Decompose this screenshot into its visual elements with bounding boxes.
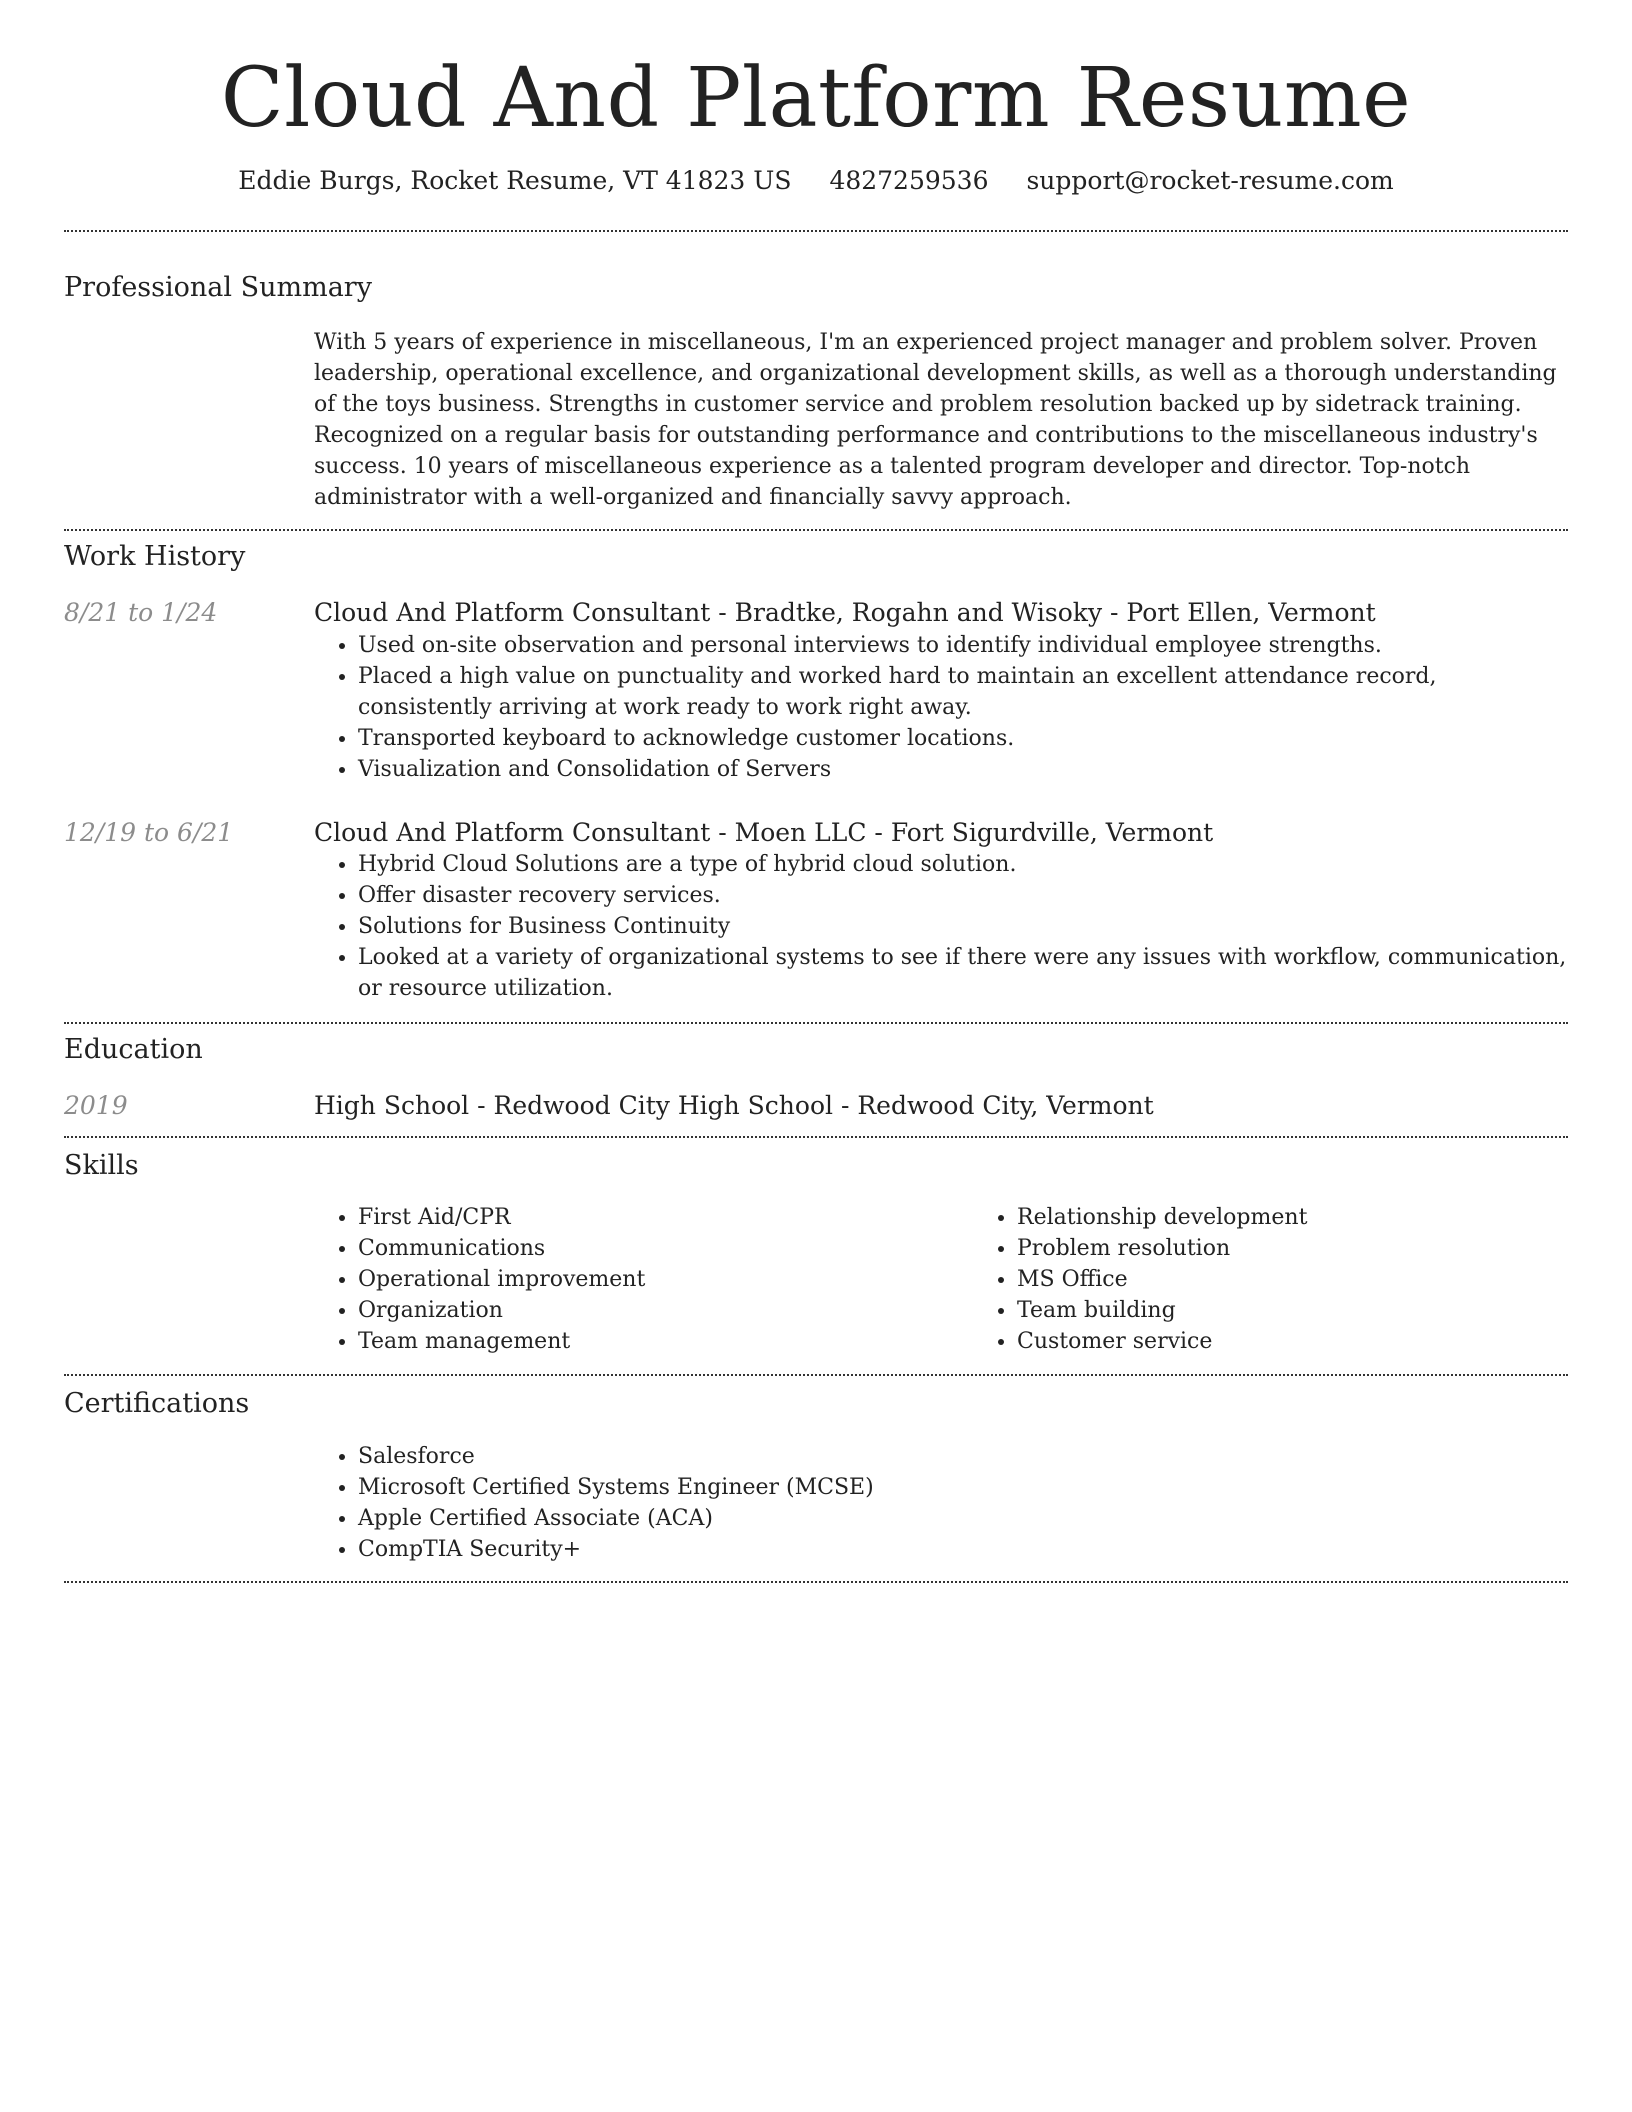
job-title: Cloud And Platform Consultant - Bradtke, Rogahn and Wisoky - Port Ellen, Vermont [314, 598, 1376, 628]
skill-item: • Operational improvement [358, 1264, 973, 1295]
job-dates: 12/19 to 6/21 [64, 817, 234, 847]
job-title: Cloud And Platform Consultant - Moen LLC - Fort Sigurdville, Vermont [314, 817, 1214, 847]
resume-title: Cloud And Platform Resume [220, 51, 1412, 146]
work-history-section [64, 531, 1568, 1004]
contact-address: Eddie Burgs, Rocket Resume, VT 41823 US [238, 166, 792, 196]
skill-item: • MS Office [1017, 1264, 1632, 1295]
certification-item: • CompTIA Security+ [358, 1534, 1568, 1565]
skills-heading: Skills [64, 1149, 139, 1181]
skill-item: • Problem resolution [1017, 1233, 1632, 1264]
skill-item: • Communications [358, 1233, 973, 1264]
summary-content [314, 327, 1568, 513]
skills-row [64, 1202, 1568, 1357]
skill-item: • Relationship development [1017, 1202, 1632, 1233]
summary-section [64, 232, 1568, 512]
education-section [64, 1024, 1568, 1123]
certifications-list [314, 1441, 1568, 1565]
skill-item: • Team building [1017, 1295, 1632, 1326]
summary-row [64, 327, 1568, 513]
certification-item: • Apple Certified Associate (ACA) [358, 1503, 1568, 1534]
job-bullet: • Transported keyboard to acknowledge customer locations. [358, 723, 1568, 754]
certification-item: • Salesforce [358, 1441, 1568, 1472]
summary-text: With 5 years of experience in miscellaneous, I'm an experienced project manager and problem solver. Proven leadership, operational excellence, and organizational development skills, as well as a thorough understanding of the toys business. Strengths in customer service and problem resolution backed up by sidetrack training. Recognized on a regular basis for outstanding performance and contributions to the miscellaneous industry's success. 10 years of miscellaneous experience as a talented program developer and director. Top-notch administrator with a well-organized and financially savvy approach. [314, 329, 1557, 510]
skill-item: • First Aid/CPR [358, 1202, 973, 1233]
skills-spacer [64, 1202, 314, 1357]
education-year: 2019 [64, 1091, 128, 1121]
certifications-section [64, 1376, 1568, 1564]
job-bullet: • Looked at a variety of organizational systems to see if there were any issues with workflow, communication, or resource utilization. [358, 942, 1568, 1004]
job-bullet: • Visualization and Consolidation of Servers [358, 754, 1568, 785]
job-bullet: • Placed a high value on punctuality and worked hard to maintain an excellent attendance record, consistently arriving at work ready to work right away. [358, 661, 1568, 723]
education-heading: Education [64, 1034, 203, 1066]
skill-item: • Team management [358, 1326, 973, 1357]
work-history-heading: Work History [64, 540, 246, 572]
contact-line [64, 166, 1568, 196]
job-entry [64, 597, 1568, 785]
job-bullets [314, 849, 1568, 1004]
summary-heading: Professional Summary [64, 272, 372, 304]
resume-container [64, 0, 1568, 1583]
education-entry [64, 1090, 1568, 1123]
certification-item: • Microsoft Certified Systems Engineer (MCSE) [358, 1472, 1568, 1503]
summary-spacer [64, 327, 314, 513]
job-entry [64, 817, 1568, 1005]
job-details [314, 817, 1568, 1005]
job-dates: 8/21 to 1/24 [64, 598, 218, 628]
contact-phone: 4827259536 [829, 166, 989, 196]
skill-item: • Organization [358, 1295, 973, 1326]
skills-list-left [314, 1202, 973, 1357]
certifications-spacer [64, 1441, 314, 1565]
skills-list-right [973, 1202, 1632, 1357]
skills-grid [314, 1202, 1632, 1357]
skills-section [64, 1138, 1568, 1357]
skill-item: • Customer service [1017, 1326, 1632, 1357]
education-details [314, 1090, 1568, 1123]
certifications-heading: Certifications [64, 1388, 250, 1420]
contact-email: support@rocket-resume.com [1026, 166, 1394, 196]
job-bullet: • Used on-site observation and personal interviews to identify individual employee strengths. [358, 630, 1568, 661]
job-bullets [314, 630, 1568, 785]
certifications-content [314, 1441, 1568, 1565]
job-bullet: • Solutions for Business Continuity [358, 911, 1568, 942]
job-details [314, 597, 1568, 785]
job-bullet: • Hybrid Cloud Solutions are a type of hybrid cloud solution. [358, 849, 1568, 880]
certifications-divider [64, 1581, 1568, 1583]
certifications-row [64, 1441, 1568, 1565]
education-title: High School - Redwood City High School - Redwood City, Vermont [314, 1091, 1154, 1121]
job-bullet: • Offer disaster recovery services. [358, 880, 1568, 911]
